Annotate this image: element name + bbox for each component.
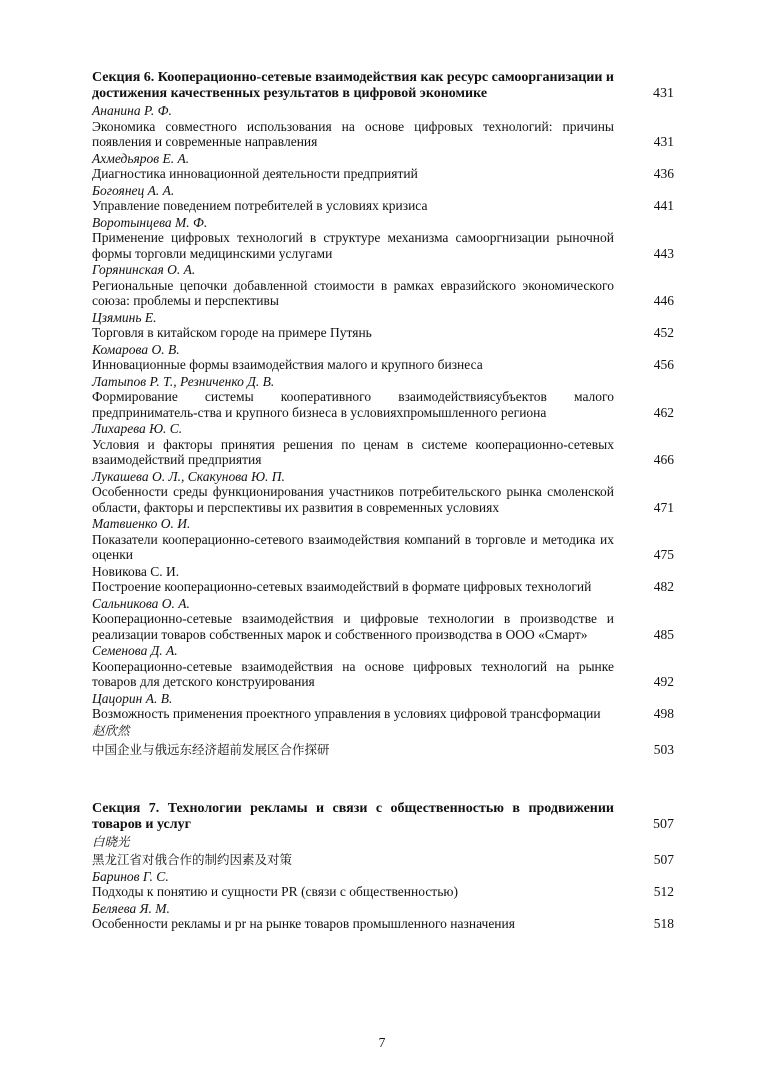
section-6-heading [92,70,674,102]
entry-page: 507 [653,852,674,867]
entry-author: Лукашева О. Л., Скакунова Ю. П. [92,468,285,484]
entry-author: Новикова С. И. [92,563,180,579]
entry-author: Комарова О. В. [92,341,180,357]
entry-author: Богоянец А. А. [92,182,175,198]
toc-entry [92,215,674,262]
entry-page: 446 [653,293,674,308]
toc-entry [92,183,674,214]
toc-entry [92,901,674,932]
entry-title: Подходы к понятию и сущности PR (связи с общественностью) [92,884,458,899]
toc-entry [92,869,674,900]
entry-title: Управление поведением потребителей в условиях кризиса [92,198,428,213]
toc-entry [92,691,674,722]
entry-author: 赵欣然 [92,722,130,738]
entry-author: Цзяминь Е. [92,309,157,325]
section-6-entries [92,103,674,758]
entry-author: 白晓光 [92,833,130,849]
entry-page: 441 [653,198,674,213]
entry-author: Горянинская О. А. [92,262,196,277]
entry-page: 443 [653,245,674,261]
toc-entry [92,103,674,150]
entry-title: Применение цифровых технологий в структуре механизма самооргнизации рыночной формы торговли медицинскими услугами [92,230,614,261]
entry-title: Построение кооперационно-сетевых взаимодействий в формате цифровых технологий [92,579,592,594]
entry-page: 512 [653,884,674,899]
toc-entry [92,262,674,309]
entry-author: Ананина Р. Ф. [92,103,172,118]
entry-page: 498 [653,706,674,721]
entry-page: 452 [653,325,674,340]
entry-title: Региональные цепочки добавленной стоимости в рамках евразийского экономического союза: проблемы и перспективы [92,277,614,308]
toc-entry [92,723,674,758]
entry-page: 462 [653,404,674,420]
entry-title: Торговля в китайском городе на примере Путянь [92,325,372,340]
toc-entry [92,834,674,868]
section-7-entries [92,834,674,932]
entry-title: Инновационные формы взаимодействия малого и крупного бизнеса [92,357,483,372]
toc-entry [92,310,674,341]
entry-page: 482 [653,579,674,594]
section-6-page: 431 [653,86,674,101]
entry-page: 471 [653,499,674,515]
entry-author: Воротынцева М. Ф. [92,214,208,230]
toc-entry [92,596,674,643]
entry-title: Особенности среды функционирования участников потребительского рынка смоленской области, факторы и перспективы их развития в современных условиях [92,484,614,515]
entry-title: Диагностика инновационной деятельности предприятий [92,166,418,181]
entry-title: Особенности рекламы и pr на рынке товаров промышленного назначения [92,916,515,931]
section-6-title: Секция 6. Кооперационно-сетевые взаимодействия как ресурс самоорганизации и достижения качественных результатов в цифровой экономике [92,70,614,101]
entry-title: 中国企业与俄远东经济超前发展区合作探研 [92,742,330,757]
entry-author: Лихарева Ю. С. [92,421,183,436]
entry-author: Матвиенко О. И. [92,516,191,531]
entry-author: Сальникова О. А. [92,595,190,611]
entry-page: 503 [653,742,674,757]
entry-title: Возможность применения проектного управления в условиях цифровой трансформации [92,706,601,721]
toc-entry [92,342,674,373]
toc-entry [92,516,674,563]
toc-entry [92,421,674,468]
entry-title: Кооперационно-сетевые взаимодействия на основе цифровых технологий на рынке товаров для детского конструирования [92,658,614,689]
entry-title: 黑龙江省对俄合作的制约因素及对策 [92,852,293,867]
entry-page: 492 [653,674,674,689]
toc-entry [92,564,674,595]
entry-page: 456 [653,357,674,372]
entry-page: 475 [653,547,674,562]
section-7-title: Секция 7. Технологии рекламы и связи с общественностью в продвижении товаров и услуг [92,800,614,832]
entry-author: Семенова Д. А. [92,643,178,658]
entry-title: Показатели кооперационно-сетевого взаимодействия компаний в торговле и методика их оценки [92,531,614,562]
toc-entry [92,374,674,421]
entry-author: Беляева Я. М. [92,900,170,916]
toc-entry [92,469,674,516]
entry-page: 485 [653,626,674,642]
entry-author: Латыпов Р. Т., Резниченко Д. В. [92,373,275,389]
entry-author: Ахмедьяров Е. А. [92,150,190,166]
entry-page: 431 [653,134,674,149]
entry-page: 436 [653,166,674,181]
section-7-page: 507 [653,816,674,832]
entry-title: Кооперационно-сетевые взаимодействия и цифровые технологии в производстве и реализации товаров собственных марок и собственного производства в ООО «Смарт» [92,611,614,642]
toc-entry [92,151,674,182]
entry-author: Баринов Г. С. [92,868,169,884]
page-number: 7 [378,1035,386,1050]
toc-entry [92,643,674,690]
entry-page: 518 [653,916,674,931]
entry-title: Условия и факторы принятия решения по ценам в системе кооперационно-сетевых взаимодействий предприятия [92,436,614,467]
toc-page [92,70,674,933]
section-7-heading [92,801,674,833]
entry-page: 466 [653,452,674,467]
entry-title: Формирование системы кооперативного взаимодействиясубъектов малого предприниматель-ства и крупного бизнеса в условияхпромышленного региона [92,389,614,420]
entry-title: Экономика совместного использования на основе цифровых технологий: причины появления и современные направления [92,118,614,149]
entry-author: Цацорин А. В. [92,690,173,706]
